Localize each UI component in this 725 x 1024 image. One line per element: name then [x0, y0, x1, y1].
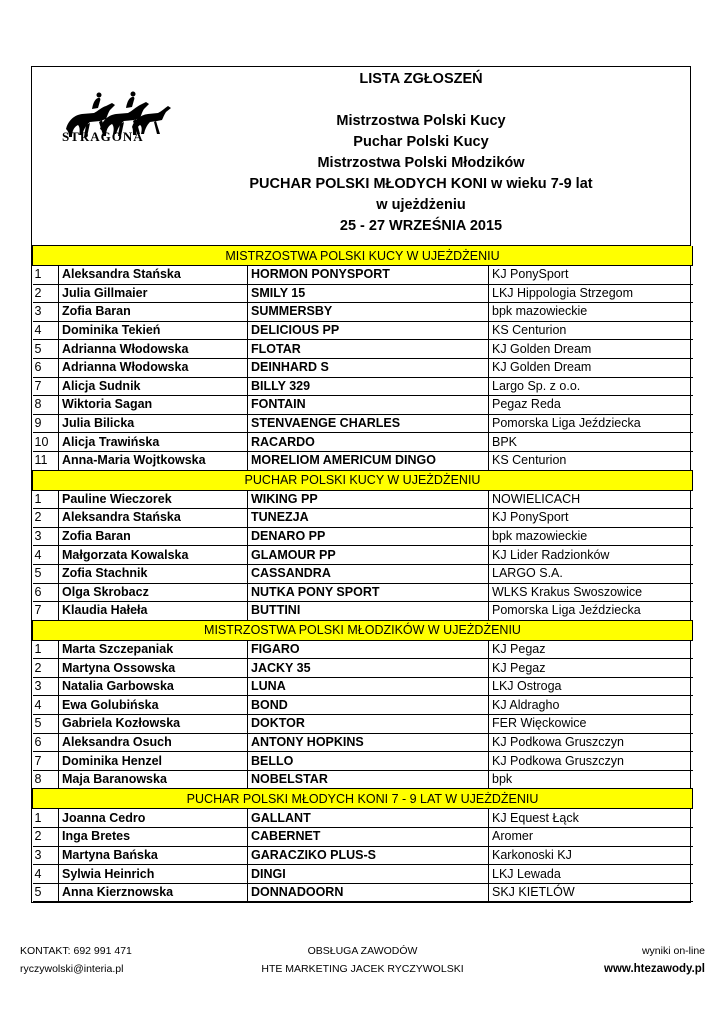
footer-service	[20, 942, 705, 978]
table-row	[33, 659, 693, 678]
section-header-row	[33, 620, 693, 640]
entry-number: 5	[33, 564, 59, 583]
club-name: WLKS Krakus Swoszowice	[489, 583, 693, 602]
horse-name: CASSANDRA	[248, 564, 489, 583]
rider-name: Marta Szczepaniak	[59, 640, 248, 659]
event-title-1: Mistrzostwa Polski Kucy	[336, 113, 506, 129]
table-row	[33, 303, 693, 322]
table-row	[33, 696, 693, 715]
club-name: KJ Aldragho	[489, 696, 693, 715]
club-name: KS Centurion	[489, 321, 693, 340]
club-name: KS Centurion	[489, 451, 693, 470]
table-row	[33, 865, 693, 884]
rider-name: Ewa Golubińska	[59, 696, 248, 715]
entry-number: 8	[33, 396, 59, 415]
rider-name: Anna Kierznowska	[59, 883, 248, 902]
table-row	[33, 527, 693, 546]
club-name: bpk	[489, 770, 693, 789]
discipline-line: w ujeżdżeniu	[376, 197, 466, 213]
entry-number: 11	[33, 451, 59, 470]
rider-name: Alicja Sudnik	[59, 377, 248, 396]
horse-name: GLAMOUR PP	[248, 546, 489, 565]
club-name: BPK	[489, 433, 693, 452]
footer-results	[604, 942, 705, 978]
rider-name: Klaudia Hałeła	[59, 602, 248, 621]
list-title: LISTA ZGŁOSZEŃ	[359, 71, 483, 87]
table-row	[33, 396, 693, 415]
entry-number: 3	[33, 846, 59, 865]
results-link[interactable]: www.htezawody.pl	[604, 963, 705, 975]
section-header-row	[33, 246, 693, 266]
club-name: NOWIELICACH	[489, 490, 693, 509]
horse-name: CABERNET	[248, 828, 489, 847]
entry-number: 5	[33, 715, 59, 734]
horse-name: DINGI	[248, 865, 489, 884]
rider-name: Maja Baranowska	[59, 770, 248, 789]
club-name: KJ PonySport	[489, 509, 693, 528]
event-title-3: Mistrzostwa Polski Młodzików	[317, 155, 525, 171]
rider-name: Joanna Cedro	[59, 809, 248, 828]
table-row	[33, 602, 693, 621]
horse-name: STENVAENGE CHARLES	[248, 414, 489, 433]
entry-number: 2	[33, 284, 59, 303]
club-name: KJ Golden Dream	[489, 358, 693, 377]
horse-name: GARACZIKO PLUS-S	[248, 846, 489, 865]
table-row	[33, 451, 693, 470]
event-title-2: Puchar Polski Kucy	[353, 134, 489, 150]
header-titles	[152, 69, 690, 237]
section-title: MISTRZOSTWA POLSKI MŁODZIKÓW W UJEŻDŻENIU	[33, 620, 693, 640]
entry-number: 4	[33, 696, 59, 715]
horse-name: GALLANT	[248, 809, 489, 828]
rider-name: Aleksandra Osuch	[59, 733, 248, 752]
entry-number: 5	[33, 883, 59, 902]
entry-number: 3	[33, 527, 59, 546]
rider-name: Zofia Stachnik	[59, 564, 248, 583]
event-title-4: PUCHAR POLSKI MŁODYCH KONI w wieku 7-9 lat	[249, 176, 593, 192]
table-row	[33, 377, 693, 396]
rider-name: Julia Gillmaier	[59, 284, 248, 303]
entry-number: 1	[33, 490, 59, 509]
rider-name: Aleksandra Stańska	[59, 509, 248, 528]
club-name: LKJ Hippologia Strzegom	[489, 284, 693, 303]
horse-name: DONNADOORN	[248, 883, 489, 902]
horse-name: HORMON PONYSPORT	[248, 266, 489, 285]
entry-number: 1	[33, 266, 59, 285]
club-name: bpk mazowieckie	[489, 527, 693, 546]
entry-number: 1	[33, 640, 59, 659]
rider-name: Julia Bilicka	[59, 414, 248, 433]
horse-name: SMILY 15	[248, 284, 489, 303]
club-name: KJ Pegaz	[489, 640, 693, 659]
table-row	[33, 677, 693, 696]
rider-name: Inga Bretes	[59, 828, 248, 847]
table-row	[33, 340, 693, 359]
rider-name: Aleksandra Stańska	[59, 266, 248, 285]
horse-name: ANTONY HOPKINS	[248, 733, 489, 752]
horse-name: DOKTOR	[248, 715, 489, 734]
entry-number: 1	[33, 809, 59, 828]
horse-name: FLOTAR	[248, 340, 489, 359]
table-row	[33, 414, 693, 433]
entry-number: 6	[33, 358, 59, 377]
entry-number: 4	[33, 321, 59, 340]
horse-name: BILLY 329	[248, 377, 489, 396]
section-title: PUCHAR POLSKI KUCY W UJEŻDŻENIU	[33, 470, 693, 490]
rider-name: Sylwia Heinrich	[59, 865, 248, 884]
club-name: KJ Pegaz	[489, 659, 693, 678]
entry-number: 2	[33, 828, 59, 847]
entry-number: 4	[33, 865, 59, 884]
rider-name: Gabriela Kozłowska	[59, 715, 248, 734]
entry-number: 7	[33, 377, 59, 396]
club-name: FER Więckowice	[489, 715, 693, 734]
club-name: KJ Podkowa Gruszczyn	[489, 733, 693, 752]
entry-number: 7	[33, 602, 59, 621]
contact-phone: KONTAKT: 692 991 471	[20, 945, 132, 957]
service-title: OBSŁUGA ZAWODÓW	[307, 945, 418, 957]
table-row	[33, 640, 693, 659]
document-header	[32, 67, 690, 246]
horse-name: DELICIOUS PP	[248, 321, 489, 340]
table-row	[33, 358, 693, 377]
club-name: Aromer	[489, 828, 693, 847]
table-row	[33, 266, 693, 285]
entry-number: 9	[33, 414, 59, 433]
table-row	[33, 583, 693, 602]
club-name: LARGO S.A.	[489, 564, 693, 583]
table-row	[33, 733, 693, 752]
table-row	[33, 284, 693, 303]
section-title: MISTRZOSTWA POLSKI KUCY W UJEŻDŻENIU	[33, 246, 693, 266]
entry-list-sheet	[31, 66, 691, 903]
table-row	[33, 509, 693, 528]
rider-name: Martyna Ossowska	[59, 659, 248, 678]
club-name: KJ Podkowa Gruszczyn	[489, 752, 693, 771]
horse-name: LUNA	[248, 677, 489, 696]
table-row	[33, 546, 693, 565]
entry-number: 3	[33, 303, 59, 322]
horse-name: MORELIOM AMERICUM DINGO	[248, 451, 489, 470]
horse-name: DEINHARD S	[248, 358, 489, 377]
club-name: KJ Golden Dream	[489, 340, 693, 359]
horse-name: BELLO	[248, 752, 489, 771]
table-row	[33, 846, 693, 865]
club-name: LKJ Ostroga	[489, 677, 693, 696]
entry-number: 8	[33, 770, 59, 789]
club-name: bpk mazowieckie	[489, 303, 693, 322]
table-row	[33, 564, 693, 583]
rider-name: Zofia Baran	[59, 303, 248, 322]
club-name: Karkonoski KJ	[489, 846, 693, 865]
horse-name: BOND	[248, 696, 489, 715]
entry-number: 2	[33, 659, 59, 678]
horse-name: JACKY 35	[248, 659, 489, 678]
rider-name: Martyna Bańska	[59, 846, 248, 865]
horse-name: TUNEZJA	[248, 509, 489, 528]
entry-number: 6	[33, 583, 59, 602]
rider-name: Pauline Wieczorek	[59, 490, 248, 509]
horse-name: FONTAIN	[248, 396, 489, 415]
rider-name: Anna-Maria Wojtkowska	[59, 451, 248, 470]
horse-name: DENARO PP	[248, 527, 489, 546]
section-title: PUCHAR POLSKI MŁODYCH KONI 7 - 9 LAT W UJEŻDŻENIU	[33, 789, 693, 809]
club-name: Largo Sp. z o.o.	[489, 377, 693, 396]
rider-name: Adrianna Włodowska	[59, 358, 248, 377]
section-header-row	[33, 789, 693, 809]
club-name: KJ Equest Łąck	[489, 809, 693, 828]
entry-number: 2	[33, 509, 59, 528]
horse-name: FIGARO	[248, 640, 489, 659]
horse-name: WIKING PP	[248, 490, 489, 509]
club-name: KJ PonySport	[489, 266, 693, 285]
entry-number: 10	[33, 433, 59, 452]
table-row	[33, 752, 693, 771]
rider-name: Zofia Baran	[59, 527, 248, 546]
entries-table	[32, 246, 693, 902]
club-name: Pegaz Reda	[489, 396, 693, 415]
horse-name: NOBELSTAR	[248, 770, 489, 789]
club-name: Pomorska Liga Jeździecka	[489, 414, 693, 433]
horse-name: BUTTINI	[248, 602, 489, 621]
results-label: wyniki on-line	[641, 945, 705, 957]
club-name: KJ Lider Radzionków	[489, 546, 693, 565]
table-row	[33, 490, 693, 509]
contact-email: ryczywolski@interia.pl	[20, 963, 124, 975]
rider-name: Natalia Garbowska	[59, 677, 248, 696]
table-row	[33, 809, 693, 828]
event-dates: 25 - 27 WRZEŚNIA 2015	[339, 218, 503, 234]
horse-name: SUMMERSBY	[248, 303, 489, 322]
service-name: HTE MARKETING JACEK RYCZYWOLSKI	[261, 963, 464, 975]
entry-number: 4	[33, 546, 59, 565]
table-row	[33, 321, 693, 340]
club-name: Pomorska Liga Jeździecka	[489, 602, 693, 621]
rider-name: Małgorzata Kowalska	[59, 546, 248, 565]
table-row	[33, 433, 693, 452]
table-row	[33, 715, 693, 734]
rider-name: Dominika Tekień	[59, 321, 248, 340]
rider-name: Olga Skrobacz	[59, 583, 248, 602]
section-header-row	[33, 470, 693, 490]
table-row	[33, 770, 693, 789]
logo-text: STRAGONA	[62, 129, 144, 144]
rider-name: Adrianna Włodowska	[59, 340, 248, 359]
horse-name: NUTKA PONY SPORT	[248, 583, 489, 602]
entry-number: 5	[33, 340, 59, 359]
table-row	[33, 883, 693, 902]
club-name: LKJ Lewada	[489, 865, 693, 884]
horse-name: RACARDO	[248, 433, 489, 452]
rider-name: Wiktoria Sagan	[59, 396, 248, 415]
rider-name: Dominika Henzel	[59, 752, 248, 771]
entry-number: 6	[33, 733, 59, 752]
entry-number: 7	[33, 752, 59, 771]
table-row	[33, 828, 693, 847]
entry-number: 3	[33, 677, 59, 696]
club-name: SKJ KIETLÓW	[489, 883, 693, 902]
rider-name: Alicja Trawińska	[59, 433, 248, 452]
